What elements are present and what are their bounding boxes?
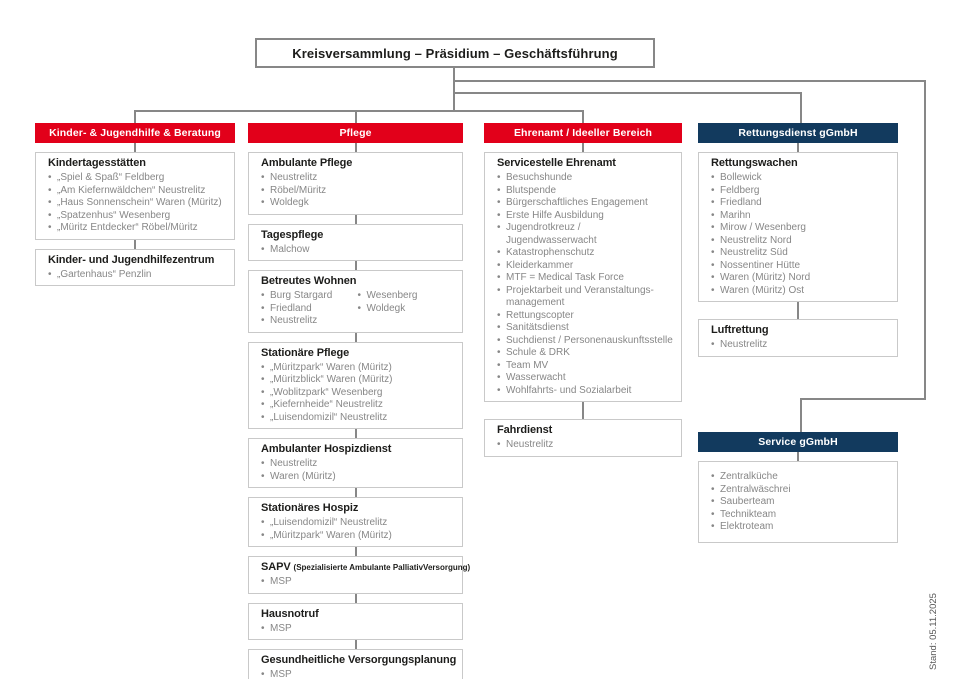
box-title: Betreutes Wohnen (261, 275, 357, 287)
column-ehrenamt (484, 123, 682, 457)
box-gesundheitliche-versorgungsplanung (248, 649, 463, 679)
stand-date-note: Stand: 05.11.2025 (928, 593, 939, 670)
list-item: • Neustrelitz (261, 315, 358, 328)
list-item: • Friedland (711, 197, 889, 210)
box-kindertagesstaetten (35, 152, 235, 240)
item-list (261, 623, 454, 636)
list-item: • MSP (261, 576, 454, 589)
list-item: • „Müritzblick“ Waren (Müritz) (261, 374, 454, 387)
connector (355, 547, 357, 556)
box-title: Ambulanter Hospizdienst (261, 443, 392, 455)
list-item: • „Woblitzpark“ Wesenberg (261, 387, 454, 400)
connector (355, 261, 357, 270)
list-item: • Waren (Müritz) Ost (711, 285, 889, 298)
list-item: • MSP (261, 669, 454, 679)
list-item: • Zentralküche (711, 471, 889, 484)
item-list (261, 458, 454, 483)
list-item: • Waren (Müritz) (261, 471, 454, 484)
list-item: • „Am Kiefernwäldchen“ Neustrelitz (48, 185, 226, 198)
box-title: Fahrdienst (497, 424, 553, 436)
connector (797, 302, 799, 319)
column-header-kinder-jugendhilfe: Kinder- & Jugendhilfe & Beratung (35, 123, 235, 143)
item-list (711, 471, 889, 534)
column-service (698, 432, 898, 543)
list-item: • Wasserwacht (497, 372, 673, 385)
box-title: Servicestelle Ehrenamt (497, 157, 616, 169)
list-item: • Projektarbeit und Veranstaltungs-management (497, 285, 673, 310)
list-item: • „Müritzpark“ Waren (Müritz) (261, 530, 454, 543)
list-item: • Woldegk (358, 303, 455, 316)
item-list (497, 172, 673, 397)
box-title-note: (Spezialisierte Ambulante PalliativVersorgung) (293, 563, 471, 572)
connector (582, 143, 584, 152)
connector (355, 333, 357, 342)
list-item: • Neustrelitz (711, 339, 889, 352)
list-item: • „Luisendomizil“ Neustrelitz (261, 412, 454, 425)
box-jugendhilfezentrum (35, 249, 235, 287)
column-header-service: Service gGmbH (698, 432, 898, 452)
list-item: • Röbel/Müritz (261, 185, 454, 198)
list-item: • Neustrelitz (497, 439, 673, 452)
list-item: • Kleiderkammer (497, 260, 673, 273)
box-service-teams (698, 461, 898, 543)
list-item: • Neustrelitz (261, 172, 454, 185)
connector-drop-service (800, 398, 802, 432)
box-title: Rettungswachen (711, 157, 798, 169)
item-list (261, 244, 454, 257)
box-rettungswachen (698, 152, 898, 302)
item-list (261, 576, 454, 589)
connector-drop-ehrenamt (582, 110, 584, 123)
connector (355, 640, 357, 649)
box-title: Stationäres Hospiz (261, 502, 359, 514)
connector (355, 143, 357, 152)
list-item: • „Müritzpark“ Waren (Müritz) (261, 362, 454, 375)
connector-branch-service-top (453, 80, 926, 82)
item-list (261, 290, 358, 328)
list-item: • Friedland (261, 303, 358, 316)
list-item: • Suchdienst / Personenauskunftsstelle (497, 335, 673, 348)
box-title: SAPV (Spezialisierte Ambulante PalliativVersorgung) (261, 561, 471, 573)
list-item: • „Kiefernheide“ Neustrelitz (261, 399, 454, 412)
list-item: • Technikteam (711, 509, 889, 522)
list-item: • „Müritz Entdecker“ Röbel/Müritz (48, 222, 226, 235)
list-item: • Neustrelitz (261, 458, 454, 471)
item-list (711, 339, 889, 352)
box-stationaeres-hospiz (248, 497, 463, 547)
list-item: • Neustrelitz Nord (711, 235, 889, 248)
connector (582, 402, 584, 419)
list-item: • Malchow (261, 244, 454, 257)
connector (134, 143, 136, 152)
box-ambulanter-hospizdienst (248, 438, 463, 488)
item-list (261, 172, 454, 210)
list-item: • Burg Stargard (261, 290, 358, 303)
list-item: • Zentralwäschrei (711, 484, 889, 497)
list-item: • „Spatzenhus“ Wesenberg (48, 210, 226, 223)
item-list (711, 172, 889, 297)
box-servicestelle-ehrenamt (484, 152, 682, 402)
box-title: Ambulante Pflege (261, 157, 353, 169)
connector (355, 594, 357, 603)
connector (797, 452, 799, 461)
list-item: • MTF = Medical Task Force (497, 272, 673, 285)
list-item: • Wohlfahrts- und Sozialarbeit (497, 385, 673, 398)
column-rettungsdienst (698, 123, 898, 357)
list-item: • Rettungscopter (497, 310, 673, 323)
connector-branch-service-bottom (800, 398, 926, 400)
box-title: Stationäre Pflege (261, 346, 350, 359)
list-item: • „Luisendomizil“ Neustrelitz (261, 517, 454, 530)
list-item: • „Haus Sonnenschein“ Waren (Müritz) (48, 197, 226, 210)
root-box (255, 38, 655, 68)
column-header-ehrenamt: Ehrenamt / Ideeller Bereich (484, 123, 682, 143)
list-item: • Marihn (711, 210, 889, 223)
box-stationaere-pflege (248, 342, 463, 430)
connector-drop-kinder (134, 110, 136, 123)
list-item: • Sauberteam (711, 496, 889, 509)
root-box-title: Kreisversammlung – Präsidium – Geschäftsführung (292, 45, 618, 61)
list-item: • Feldberg (711, 185, 889, 198)
connector (355, 488, 357, 497)
list-item: • Neustrelitz Süd (711, 247, 889, 260)
box-title: Kindertagesstätten (48, 157, 146, 169)
box-betreutes-wohnen (248, 270, 463, 333)
list-item: • „Spiel & Spaß“ Feldberg (48, 172, 226, 185)
box-sapv (248, 556, 471, 594)
box-luftrettung (698, 319, 898, 357)
list-item: • Team MV (497, 360, 673, 373)
item-list (48, 269, 226, 282)
box-tagespflege (248, 224, 463, 262)
list-item: • Bollewick (711, 172, 889, 185)
list-item: • MSP (261, 623, 454, 636)
connector-drop-pflege (355, 110, 357, 123)
box-title: Kinder- und Jugendhilfezentrum (48, 253, 215, 266)
box-title: Tagespflege (261, 228, 324, 241)
list-item: • Wesenberg (358, 290, 455, 303)
list-item: • Erste Hilfe Ausbildung (497, 210, 673, 223)
list-item: • Katastrophenschutz (497, 247, 673, 260)
box-hausnotruf (248, 603, 463, 641)
box-ambulante-pflege (248, 152, 463, 215)
list-item: • Woldegk (261, 197, 454, 210)
box-title: Luftrettung (711, 324, 769, 336)
list-item: • Mirow / Wesenberg (711, 222, 889, 235)
list-item: • Besuchshunde (497, 172, 673, 185)
box-title: Hausnotruf (261, 607, 319, 620)
item-list (261, 362, 454, 425)
column-kinder-jugendhilfe (35, 123, 235, 286)
list-item: • Waren (Müritz) Nord (711, 272, 889, 285)
item-list (497, 439, 673, 452)
list-item: • Jugendrotkreuz / Jugendwasserwacht (497, 222, 673, 247)
column-pflege (248, 123, 471, 679)
list-item: • Schule & DRK (497, 347, 673, 360)
item-list (358, 290, 455, 328)
connector-branch-service-right (924, 80, 926, 400)
list-item: • Elektroteam (711, 521, 889, 534)
list-item: • Nossentiner Hütte (711, 260, 889, 273)
item-list (261, 517, 454, 542)
connector (355, 215, 357, 224)
connector-branch-rettungsdienst (453, 92, 802, 94)
item-list (48, 172, 226, 235)
list-item: • Blutspende (497, 185, 673, 198)
connector (134, 240, 136, 249)
connector (355, 429, 357, 438)
list-item: • Bürgerschaftliches Engagement (497, 197, 673, 210)
column-header-pflege: Pflege (248, 123, 463, 143)
connector-root-stem (453, 68, 455, 112)
item-list (261, 669, 454, 679)
box-title: Gesundheitliche Versorgungsplanung (261, 654, 457, 666)
connector-drop-rettungsdienst (800, 92, 802, 123)
column-header-rettungsdienst: Rettungsdienst gGmbH (698, 123, 898, 143)
connector-branch-main (134, 110, 584, 112)
list-item: • Sanitätsdienst (497, 322, 673, 335)
box-fahrdienst (484, 419, 682, 457)
connector (797, 143, 799, 152)
list-item: • „Gartenhaus“ Penzlin (48, 269, 226, 282)
